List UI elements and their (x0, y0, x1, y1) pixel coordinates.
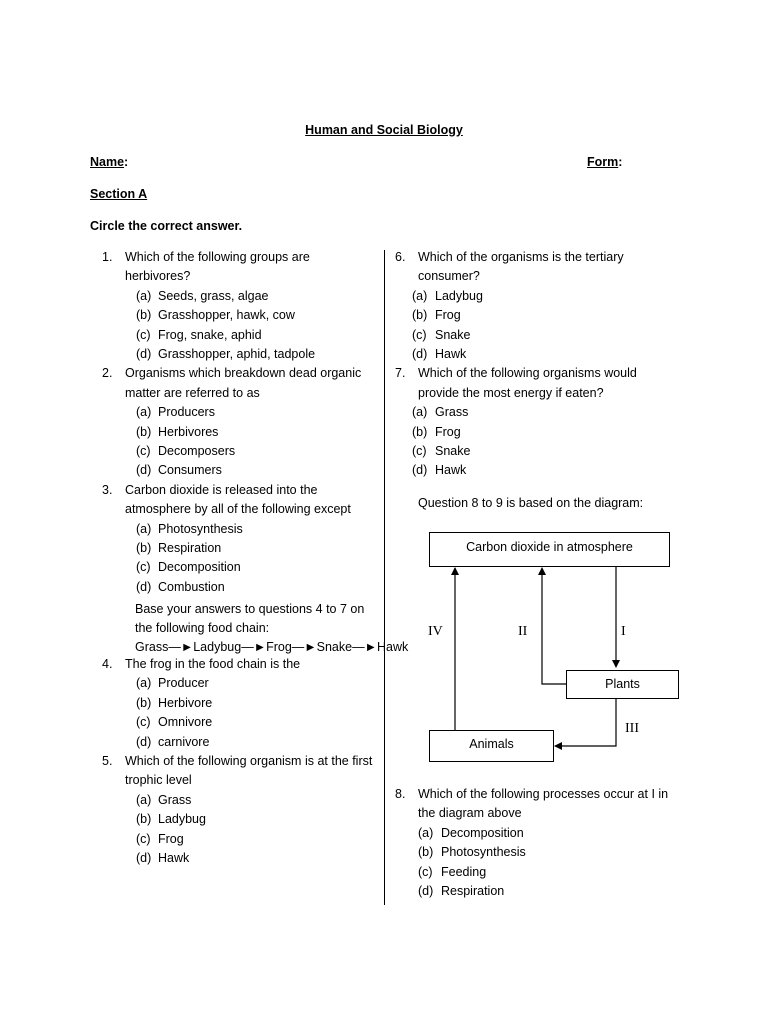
option-letter: (b) (136, 695, 152, 710)
option-letter: (c) (136, 560, 151, 575)
name-field: Name: (90, 155, 129, 169)
option-text: Grass (435, 405, 469, 420)
option-letter: (a) (136, 676, 152, 691)
question-number: 4. (102, 657, 113, 671)
option-letter: (a) (412, 288, 428, 303)
option-letter: (d) (412, 347, 428, 361)
option-letter: (d) (412, 463, 428, 478)
food-chain-organism: Hawk (376, 640, 409, 654)
option-text: Omnivore (158, 715, 213, 730)
option-letter: (b) (136, 424, 152, 439)
diagram-intro: Question 8 to 9 is based on the diagram: (418, 496, 644, 510)
label-iv: IV (428, 624, 443, 639)
option-letter: (d) (136, 463, 152, 478)
option-text: Decomposition (158, 560, 241, 575)
option-text: Seeds, grass, algae (158, 288, 269, 303)
food-chain-organism: Ladybug (193, 640, 242, 654)
food-chain-organism: Snake (316, 640, 353, 654)
question-text: Which of the following organisms would (418, 366, 637, 381)
question-text: The frog in the food chain is the (125, 657, 301, 671)
question-text: Which of the following groups are (125, 250, 310, 264)
option-text: Herbivores (158, 424, 219, 439)
question-number: 5. (102, 754, 113, 768)
label-ii: II (518, 624, 528, 639)
option-text: Producers (158, 405, 215, 420)
option-letter: (a) (418, 825, 434, 840)
arrow-icon: —► (291, 640, 317, 654)
option-letter: (c) (136, 327, 151, 342)
option-letter: (b) (136, 308, 152, 323)
option-text: Frog (435, 424, 461, 439)
option-letter: (c) (418, 864, 433, 879)
arrow-icon: —► (241, 640, 267, 654)
option-text: Herbivore (158, 695, 213, 710)
option-text: Producer (158, 676, 209, 691)
option-text: Hawk (435, 347, 467, 361)
food-chain-organism: Frog (266, 640, 292, 654)
option-text: Decomposition (441, 825, 524, 840)
option-letter: (b) (136, 812, 152, 827)
option-text: Feeding (441, 864, 487, 879)
question-text: trophic level (125, 773, 192, 788)
arrow-iii (555, 699, 616, 746)
food-chain-intro-line: the following food chain: (135, 621, 270, 636)
question-text: atmosphere by all of the following except (125, 502, 351, 517)
form-field: Form: (587, 155, 623, 169)
arrow-icon: —► (168, 640, 194, 654)
answer-option[interactable] (418, 845, 526, 860)
section-heading: Section A (90, 187, 148, 201)
option-text: Snake (435, 327, 471, 342)
option-letter: (c) (136, 831, 151, 846)
question-number: 1. (102, 250, 113, 264)
question-text: the diagram above (418, 806, 522, 821)
option-letter: (b) (418, 845, 434, 860)
option-text: carnivore (158, 734, 210, 749)
question-text: Carbon dioxide is released into the (125, 482, 318, 497)
question-number: 6. (395, 250, 406, 264)
food-chain-organism: Grass (135, 640, 169, 654)
option-text: Ladybug (158, 812, 206, 827)
option-letter: (d) (136, 347, 152, 361)
option-text: Grasshopper, hawk, cow (158, 308, 295, 323)
option-text: Combustion (158, 579, 225, 594)
arrow-ii (542, 568, 566, 684)
option-letter: (c) (412, 444, 427, 458)
answer-option[interactable] (418, 825, 524, 840)
question-text: Which of the organisms is the tertiary (418, 250, 624, 264)
food-chain-intro-line: Base your answers to questions 4 to 7 on (135, 602, 365, 616)
option-letter: (a) (136, 405, 152, 420)
answer-option[interactable] (418, 884, 505, 898)
question-number: 3. (102, 482, 113, 497)
label-i: I (621, 624, 626, 639)
option-letter: (d) (136, 851, 152, 865)
question-text: herbivores? (125, 269, 191, 284)
option-letter: (b) (136, 541, 152, 555)
option-text: Grass (158, 792, 192, 807)
option-text: Snake (435, 444, 471, 458)
question-number: 7. (395, 366, 406, 381)
option-letter: (c) (136, 715, 151, 730)
name-label: Name (90, 155, 125, 169)
option-text: Photosynthesis (158, 521, 243, 536)
option-letter: (c) (412, 327, 427, 342)
arrow-icon: —► (352, 640, 377, 654)
option-letter: (a) (136, 288, 152, 303)
option-letter: (a) (412, 405, 428, 420)
animals-box: Animals (429, 730, 554, 762)
option-letter: (a) (136, 792, 152, 807)
option-text: Respiration (441, 884, 505, 898)
atmosphere-box: Carbon dioxide in atmosphere (429, 532, 670, 567)
option-letter: (d) (136, 579, 152, 594)
option-text: Frog, snake, aphid (158, 327, 262, 342)
question-number: 8. (395, 787, 406, 801)
option-text: Photosynthesis (441, 845, 526, 860)
option-text: Decomposers (158, 444, 236, 458)
plants-box: Plants (566, 670, 679, 699)
option-letter: (d) (136, 734, 152, 749)
answer-option[interactable] (418, 864, 487, 879)
label-iii: III (625, 721, 639, 736)
option-text: Consumers (158, 463, 222, 478)
option-letter: (c) (136, 444, 151, 458)
instruction: Circle the correct answer. (90, 219, 243, 233)
question-text: Which of the following processes occur at I in (418, 787, 669, 801)
option-letter: (a) (136, 521, 152, 536)
option-text: Grasshopper, aphid, tadpole (158, 347, 316, 361)
question-text: matter are referred to as (125, 385, 260, 400)
question-text: consumer? (418, 269, 480, 284)
question-text: provide the most energy if eaten? (418, 385, 604, 400)
question-number: 2. (102, 366, 113, 381)
form-label: Form (587, 155, 619, 169)
option-text: Ladybug (435, 288, 483, 303)
option-text: Hawk (158, 851, 190, 865)
option-letter: (b) (412, 308, 428, 323)
option-letter: (d) (418, 884, 434, 898)
option-text: Respiration (158, 541, 222, 555)
page-title: Human and Social Biology (305, 123, 463, 137)
option-text: Frog (158, 831, 184, 846)
question-text: Which of the following organism is at the first (125, 754, 373, 768)
question-text: Organisms which breakdown dead organic (125, 366, 362, 381)
option-text: Hawk (435, 463, 467, 478)
option-letter: (b) (412, 424, 428, 439)
option-text: Frog (435, 308, 461, 323)
